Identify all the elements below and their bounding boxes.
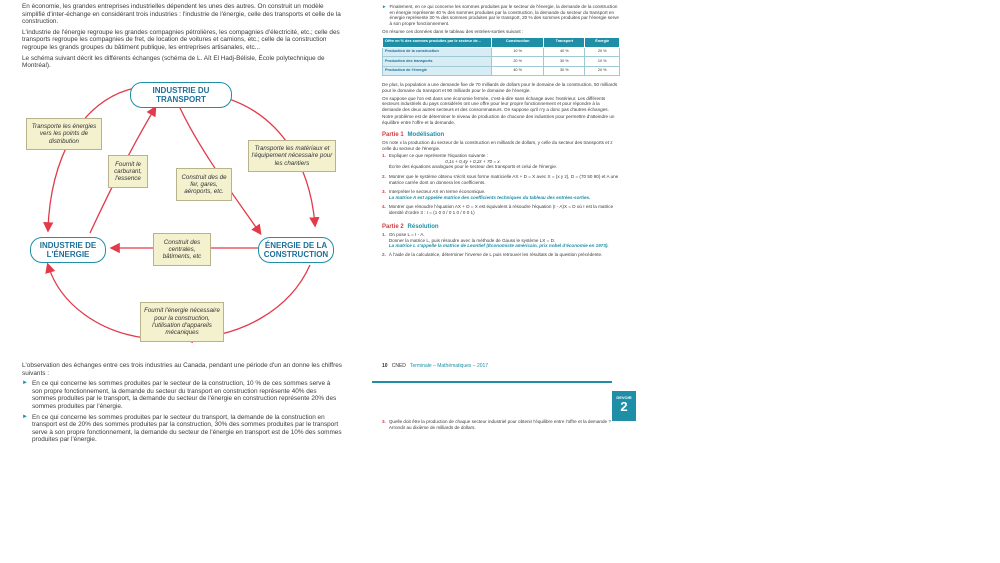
devoir-label: DEVOIR	[616, 395, 632, 400]
node-energy: INDUSTRIE DE L'ÉNERGIE	[30, 237, 106, 263]
label-fuel: Fournit le carburant, l'essence	[108, 155, 148, 188]
table-row: Production des transports 20 % 30 % 10 %	[383, 57, 620, 67]
table-header: Transport	[544, 37, 585, 47]
demand-paragraph: De plus, la population a une demande fixe de 70 milliards de dollars pour le domaine de la construction, 50 milliards pour le domaine du transport et 90 milliards pour le domaine de l'énergie.	[382, 82, 618, 93]
question-2: 2. Montrer que le système obtenu s'écrit sous forme matricielle AX + D = X avec X = (x y z), D = (70 50 90) et A une matrice carrée dont on donnera les coefficients.	[382, 174, 619, 185]
page-footer	[382, 363, 488, 369]
leontief-note: La matrice L s'appelle la matrice de Leontief (Économiste américain, prix nobel d'économie en 1973).	[388, 243, 609, 249]
label-energy-for-construction: Fournit l'énergie nécessaire pour la construction, l'utilisation d'appareils mécaniques	[140, 302, 224, 342]
table-header: Construction	[492, 37, 544, 47]
table-row: Production de l'énergie 40 % 30 % 20 %	[383, 66, 620, 76]
matrix-note: La matrice A est appelée matrice des coefficients techniques du tableau des entrées-sorties.	[388, 194, 591, 200]
label-railways: Construit des de fer, gares, aéroports, etc.	[176, 168, 232, 201]
course-label: Terminale – Mathématiques – 2017	[409, 363, 489, 369]
table-intro: On résume ces données dans le tableau des entrées-sorties suivant :	[382, 29, 524, 35]
schema-paragraph: Le schéma suivant décrit les différents échanges (schéma de L. Aït El Hadj-Bélisle, École polytechnique de Montréal).	[22, 54, 325, 70]
left-page-text	[22, 3, 342, 73]
part2-question-2: 2. À l'aide de la calculatrice, déterminer l'inverse de L puis retrouver les résultats de la question précédente.	[382, 252, 603, 257]
intro-paragraph: En économie, les grandes entreprises industrielles dépendent les unes des autres. On construit un modèle simplifié d'inter-échange en considérant trois industries : l'industrie de l'énergie, celle des transports et celle de la construction.	[22, 3, 341, 26]
right-page-text	[382, 4, 620, 260]
label-transport-energies: Transporte les énergies vers les points de distribution	[26, 118, 102, 150]
observation-block	[22, 362, 342, 447]
part1-intro: On note x la production du secteur de la construction en milliards de dollars, y celle du secteur des transports et z celle du secteur de l'énergie.	[382, 140, 613, 151]
industries-paragraph: L'industrie de l'énergie regroupe les grandes compagnies pétrolières, les compagnies d'électricité, etc.; celle des transports regroupe les compagnies de fret, de location de voitures et camions, etc.; celle de la construction regroupe les grands groupes du bâtiment publique, les entreprises artisanales, etc...	[22, 28, 340, 51]
page-number: 10	[382, 363, 388, 369]
label-transport-materials: Transporte les matériaux et l'équipement nécessaire pour les chantiers	[248, 140, 336, 172]
bullet-energy: ► Finalement, en ce qui concerne les sommes produites par le secteur de l'énergie, la demande de la construction en énergie représente 40 % des sommes produites par la construction, la demande du secteur du transport en énergie représente 30 % des sommes produites par le transport, 20 % des sommes produites par l'énergie serve à son propre fonctionnement.	[382, 4, 619, 26]
question-1: 1. Expliquer ce que représente l'équation suivante : 0,1x + 0,4y + 0,2z + 70 = x. Écrire des équations analogues pour le secteur des transports et celui de l'énergie.	[382, 153, 558, 170]
triangle-bullet-icon: ►	[382, 4, 387, 9]
bullet-construction: ► En ce qui concerne les sommes produites par le secteur de la construction, 10 % de ces sommes serve à son propre fonctionnement, la demande du secteur du transport en construction représente 40% des sommes produites par le transport, la demande du secteur de l'énergie en construction représente 20% des sommes produites par l'énergie.	[22, 380, 337, 410]
part2-question-1: 1. On pose L = I - A. Donner la matrice L, puis résoudre avec la méthode de Gauss le système LX = D. La matrice L s'appelle la matrice de Leontief (Économiste américain, prix nobel d'économie en 1973).	[382, 232, 609, 249]
input-output-table	[382, 37, 620, 76]
triangle-bullet-icon: ►	[22, 413, 28, 420]
part1-heading: Partie 1 Modélisation	[382, 131, 445, 138]
part2-heading: Partie 2 Résolution	[382, 223, 439, 230]
bullet-transport: ► En ce qui concerne les sommes produites par le secteur du transport, la demande de la construction en transport est de 20% des sommes produites par la construction, 30% des sommes produites par le transport serve à son propre fonctionnement, la demande du secteur de l'énergie en transport est de 10% des sommes produites par l'énergie.	[22, 413, 342, 444]
question-3-continued: 3. Quelle doit être la production de chaque secteur industriel pour obtenir l'équilibre entre l'offre et la demande ? Arrondir au dixième de milliards de dollars.	[382, 419, 611, 430]
question-3: 3. Interpréter le secteur AX en terme économique. La matrice A est appelée matrice des coefficients techniques du tableau des entrées-sorties.	[382, 189, 591, 200]
table-row: Production de la construction 10 % 40 % 20 %	[383, 47, 620, 57]
table-header: Offre en % des sommes produites par le secteur de...	[383, 37, 492, 47]
equation: 0,1x + 0,4y + 0,2z + 70 = x.	[445, 158, 501, 164]
node-construction: ÉNERGIE DE LA CONSTRUCTION	[258, 237, 334, 263]
cned-label: CNED	[391, 363, 406, 369]
question-4: 4. Montrer que résoudre l'équation AX + D = X est équivalent à résoudre l'équation (I - A)X = D où I est la matrice identité d'ordre 3 : I = (1 0 0 / 0 1 0 / 0 0 1)	[382, 204, 614, 216]
goal-paragraph: Notre problème est de déterminer le niveau de production de chacune des industries pour permettre d'atteindre un équilibre entre l'offre et la demande.	[382, 114, 615, 125]
table-header: Énergie	[585, 37, 620, 47]
devoir-number: 2	[620, 399, 628, 414]
footer-rule	[372, 381, 612, 383]
triangle-bullet-icon: ►	[22, 380, 28, 387]
label-plants: Construit des centrales, bâtiments, etc	[153, 233, 211, 266]
devoir-badge	[612, 391, 636, 421]
closed-economy-paragraph: On suppose que l'on est dans une économie fermée, c'est-à-dire sans échange avec l'extérieur. Les différents secteurs industriels du pays considérés ont une offre pour leur propre fonctionnement et pour répondre à la demande des deux autres secteurs et des consommateurs. On suppose qu'il n'y a donc pas d'autres échanges.	[382, 95, 609, 112]
observation-paragraph: L'observation des échanges entre ces trois industries au Canada, pendant une période d'un an donne les chiffres suivants :	[22, 362, 342, 377]
arrow-bottom-to-energy	[48, 265, 145, 338]
node-transport: INDUSTRIE DU TRANSPORT	[130, 82, 232, 108]
